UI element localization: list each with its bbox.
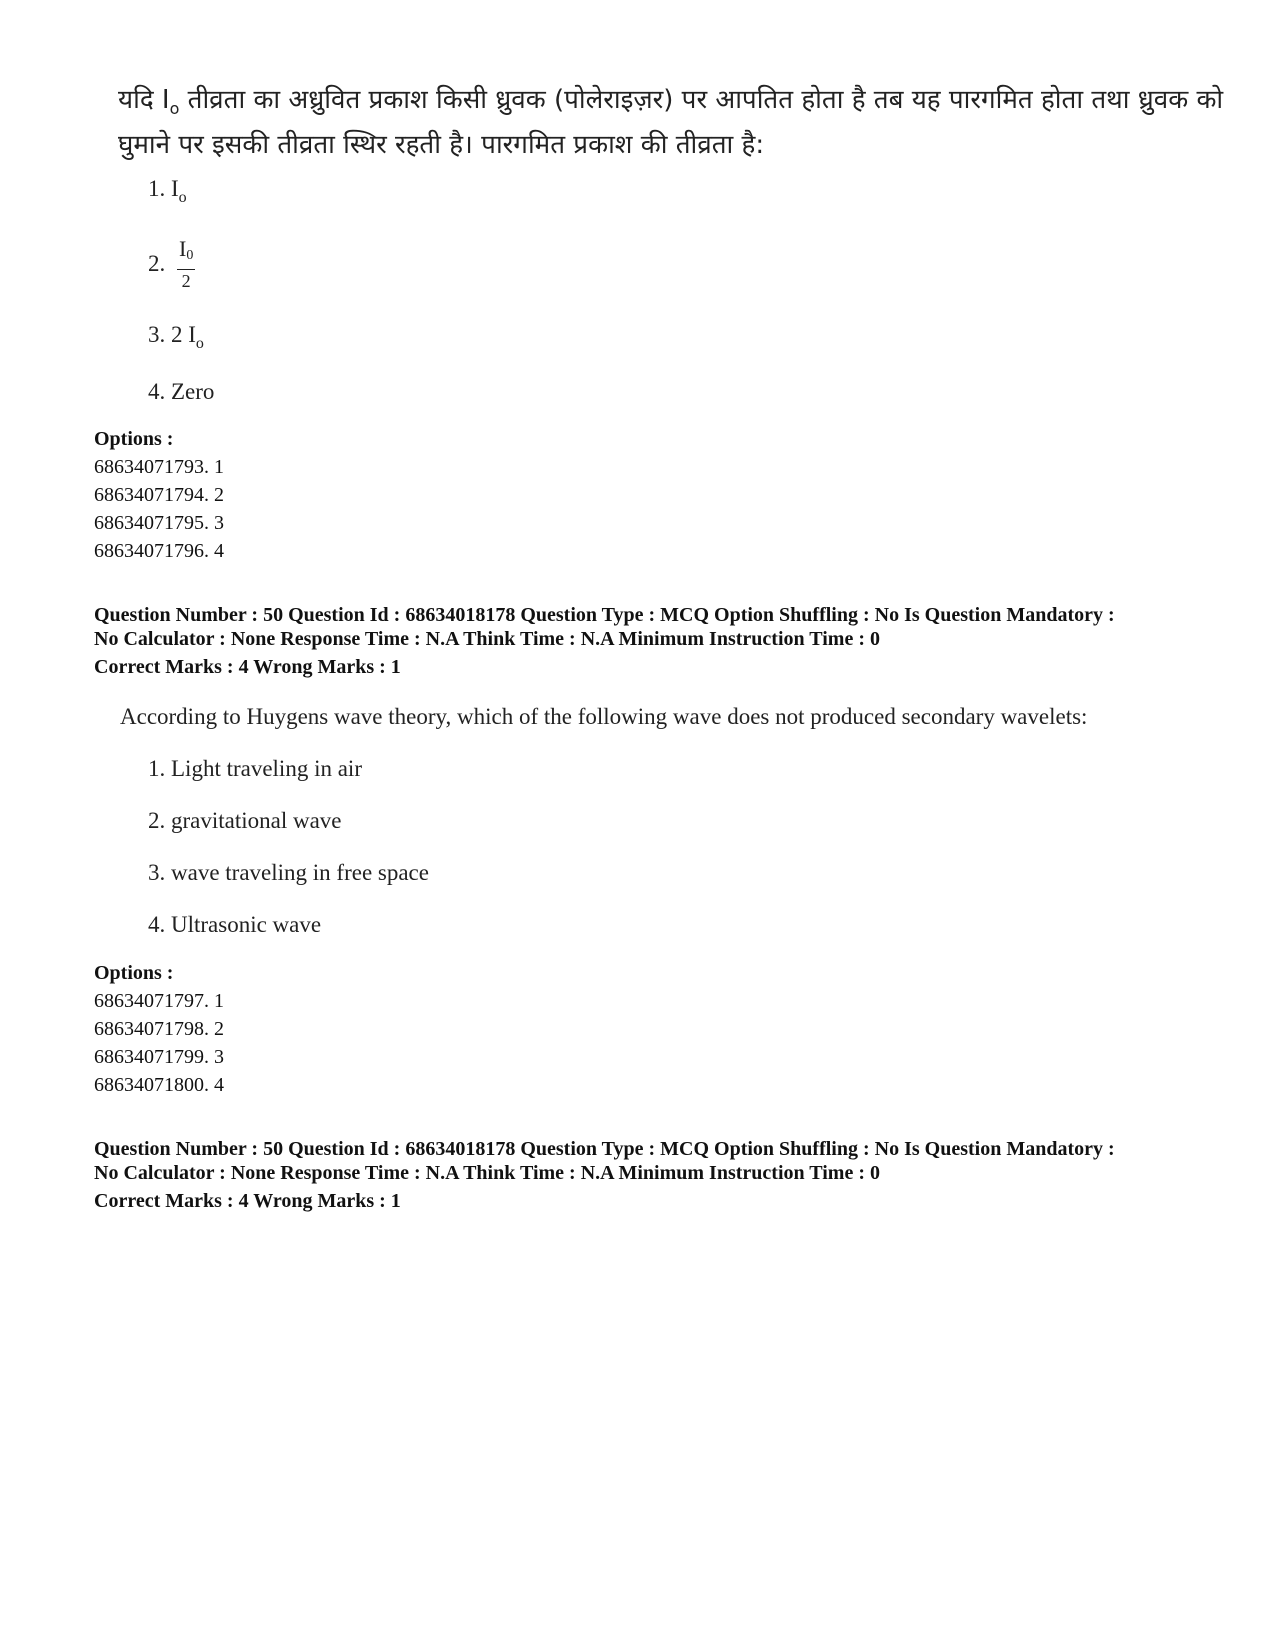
option-id: 68634071798. 2 <box>94 1018 224 1040</box>
choice-1: 1. Light traveling in air <box>148 756 362 781</box>
choice-2: 2. gravitational wave <box>148 808 342 833</box>
choice-3: 3. wave traveling in free space <box>148 860 429 885</box>
option-id: 68634071794. 2 <box>94 484 224 506</box>
question-text-english: According to Huygens wave theory, which of the following wave does not produced secondary wavelets: <box>120 704 1088 729</box>
options-title: Options : <box>94 962 174 984</box>
choice-2: 2. $\frac{I_0}{2}$ <box>148 236 194 291</box>
option-id: 68634071799. 3 <box>94 1046 224 1068</box>
question-line-2: घुमाने पर इसकी तीव्रता स्थिर रहती है। पारगमित प्रकाश की तीव्रता है: <box>118 130 765 160</box>
question-line-1: यदि $I_o$ तीव्रता का अध्रुवित प्रकाश किसी ध्रुवक (पोलेराइज़र) पर आपतित होता है तब यह पारगमित होता तथा ध्रुवक को <box>118 85 1224 118</box>
fraction-i0-over-2: $\frac{I_0}{2}$ <box>179 236 194 291</box>
option-id: 68634071796. 4 <box>94 540 224 562</box>
question-meta: Question Number : 50 Question Id : 68634018178 Question Type : MCQ Option Shuffling : No Is Question Mandatory : No Calculator : None Response Time : N.A Think Time : N.A Minimum Instruction Time : 0 Correct Marks : 4 Wrong Marks : 1 <box>94 604 1115 678</box>
choice-1: 1. $I_o$ <box>148 176 187 206</box>
question-text-hindi <box>118 82 1224 164</box>
choice-4: 4. Ultrasonic wave <box>148 912 322 937</box>
option-id: 68634071793. 1 <box>94 456 224 478</box>
option-id: 68634071795. 3 <box>94 512 224 534</box>
option-id: 68634071797. 1 <box>94 990 224 1012</box>
choice-4: 4. Zero <box>148 379 215 404</box>
options-title: Options : <box>94 428 174 450</box>
question-meta: Question Number : 50 Question Id : 68634018178 Question Type : MCQ Option Shuffling : No Is Question Mandatory : No Calculator : None Response Time : N.A Think Time : N.A Minimum Instruction Time : 0 Correct Marks : 4 Wrong Marks : 1 <box>94 1138 1115 1212</box>
choice-3: 3. 2 $I_o$ <box>148 322 204 352</box>
option-id: 68634071800. 4 <box>94 1074 224 1096</box>
